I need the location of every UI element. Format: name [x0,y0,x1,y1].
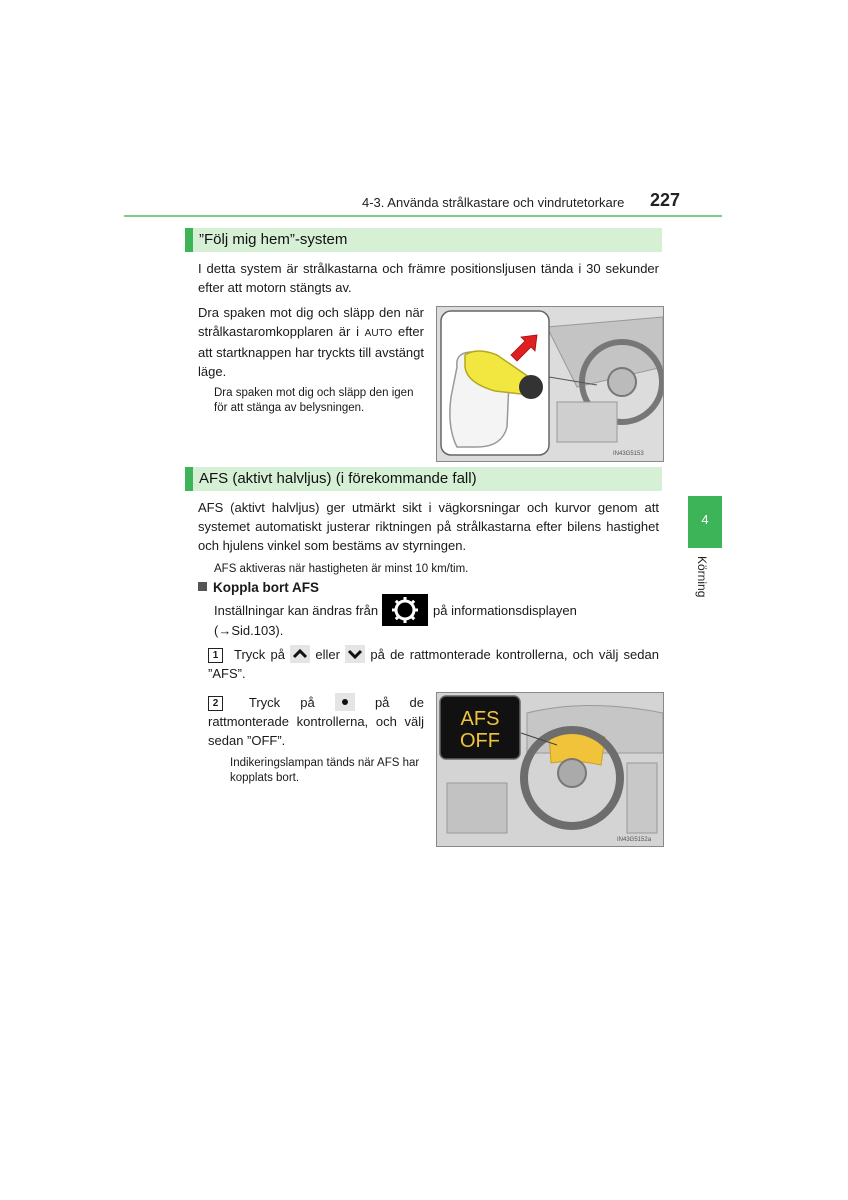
disable-afs-heading: Koppla bort AFS [198,580,319,595]
follow-me-home-note: Dra spaken mot dig och släpp den igen för att stänga av belysningen. [214,387,414,414]
step1-text-1: Tryck på [233,647,285,662]
chevron-down-icon [345,645,365,663]
instruction-text-1: Dra spaken mot dig och släpp den när strålkastaromkopplaren är i [198,305,424,339]
lever-illustration [436,306,664,462]
follow-me-home-intro: I detta system är strålkastarna och främre positionsljusen tända i 30 sekunder efter att motorn stängts av. [198,261,659,295]
cockpit-drawing [437,693,663,846]
settings-text-1: Inställningar kan ändras från [214,603,379,618]
page-number: 227 [650,190,681,210]
running-header-title: 4-3. Använda strålkastare och vindrutetorkare [362,195,625,210]
step1-text-3: på de rattmonterade kontrollerna, och välj sedan ”AFS”. [208,647,659,681]
chapter-number: 4 [701,512,709,527]
section-heading-afs: AFS (aktivt halvljus) (i förekommande fall) [185,467,662,491]
instruction-text-2: efter att startknappen har tryckts till avstängt läge. [198,324,424,379]
follow-me-home-instruction [198,303,424,381]
afs-indicator-line1: AFS [460,708,500,730]
svg-text:IN43G5152a: IN43G5152a [617,837,652,843]
bullet-square-icon [198,582,207,591]
step-2 [208,693,424,750]
step-number-1: 1 [208,648,223,663]
step2-text-1: Tryck på [248,695,315,710]
afs-indicator-line2: OFF [460,730,500,752]
settings-text-2: på informationsdisplayen [433,603,577,618]
step1-text-2: eller [315,647,340,662]
step-1 [208,645,659,683]
chevron-up-icon [290,645,310,663]
step-number-2: 2 [208,696,223,711]
settings-page-ref: (→Sid.103). [214,623,284,638]
svg-text:IN43G5153: IN43G5153 [613,451,644,457]
step2-note: Indikeringslampan tänds när AFS har kopplats bort. [230,757,420,784]
header-rule [124,215,722,217]
chapter-label: Körning [695,556,709,598]
step2-text-2: på de rattmonterade kontrollerna, och välj sedan ”OFF”. [208,695,424,748]
section-heading-follow-me-home: ”Följ mig hem”-system [185,228,662,252]
lever-drawing [437,307,663,461]
afs-intro: AFS (aktivt halvljus) ger utmärkt sikt i vägkorsningar och kurvor genom att systemet automatiskt justerar riktningen på strålkastarna efter bilens hastighet och hjulens vinkel som bestäms av styrningen. [198,500,659,553]
enter-button-icon [335,693,355,711]
chapter-tab [688,496,722,548]
afs-indicator-illustration [436,692,664,847]
afs-activation-note: AFS aktiveras när hastigheten är minst 10 km/tim. [214,563,469,575]
auto-position-label: AUTO [364,328,393,339]
